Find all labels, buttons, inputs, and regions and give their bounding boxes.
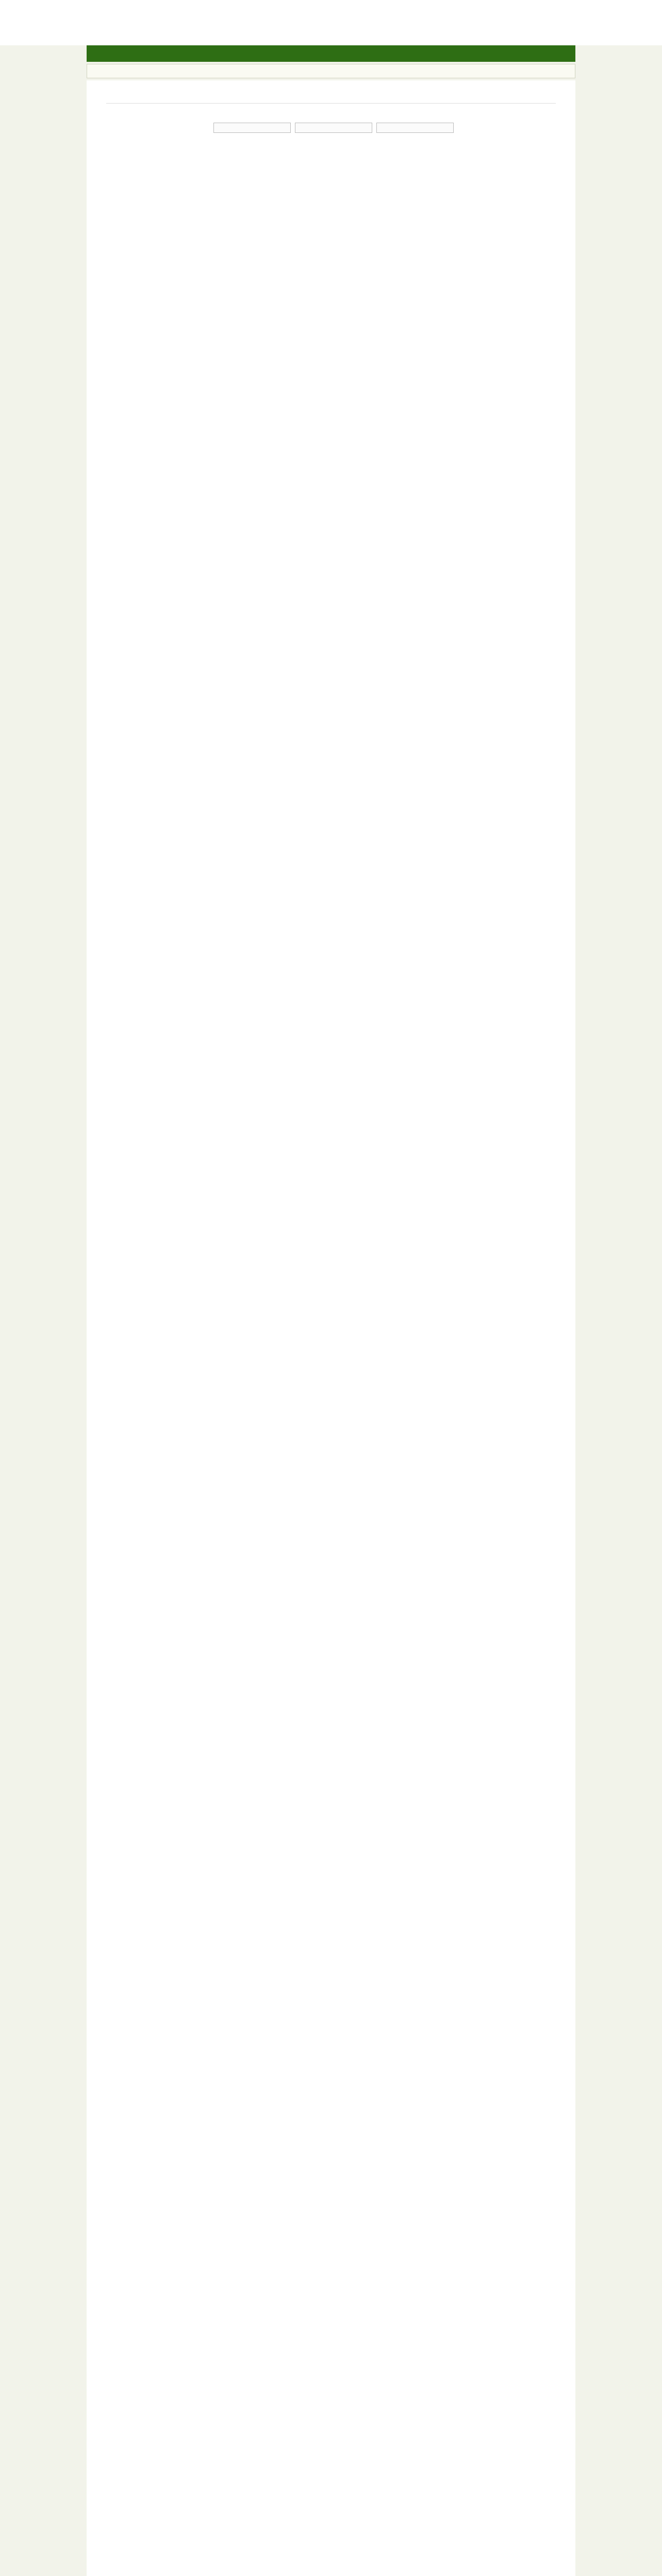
prev-episode-button[interactable] — [213, 123, 291, 133]
site-logo[interactable] — [87, 4, 190, 43]
content-panel — [87, 80, 575, 2576]
site-header — [0, 0, 662, 45]
pager-top — [213, 123, 458, 133]
title-divider — [106, 103, 556, 104]
toc-button[interactable] — [295, 123, 372, 133]
main-nav — [87, 45, 575, 62]
next-episode-button[interactable] — [376, 123, 454, 133]
sub-nav — [87, 64, 575, 78]
